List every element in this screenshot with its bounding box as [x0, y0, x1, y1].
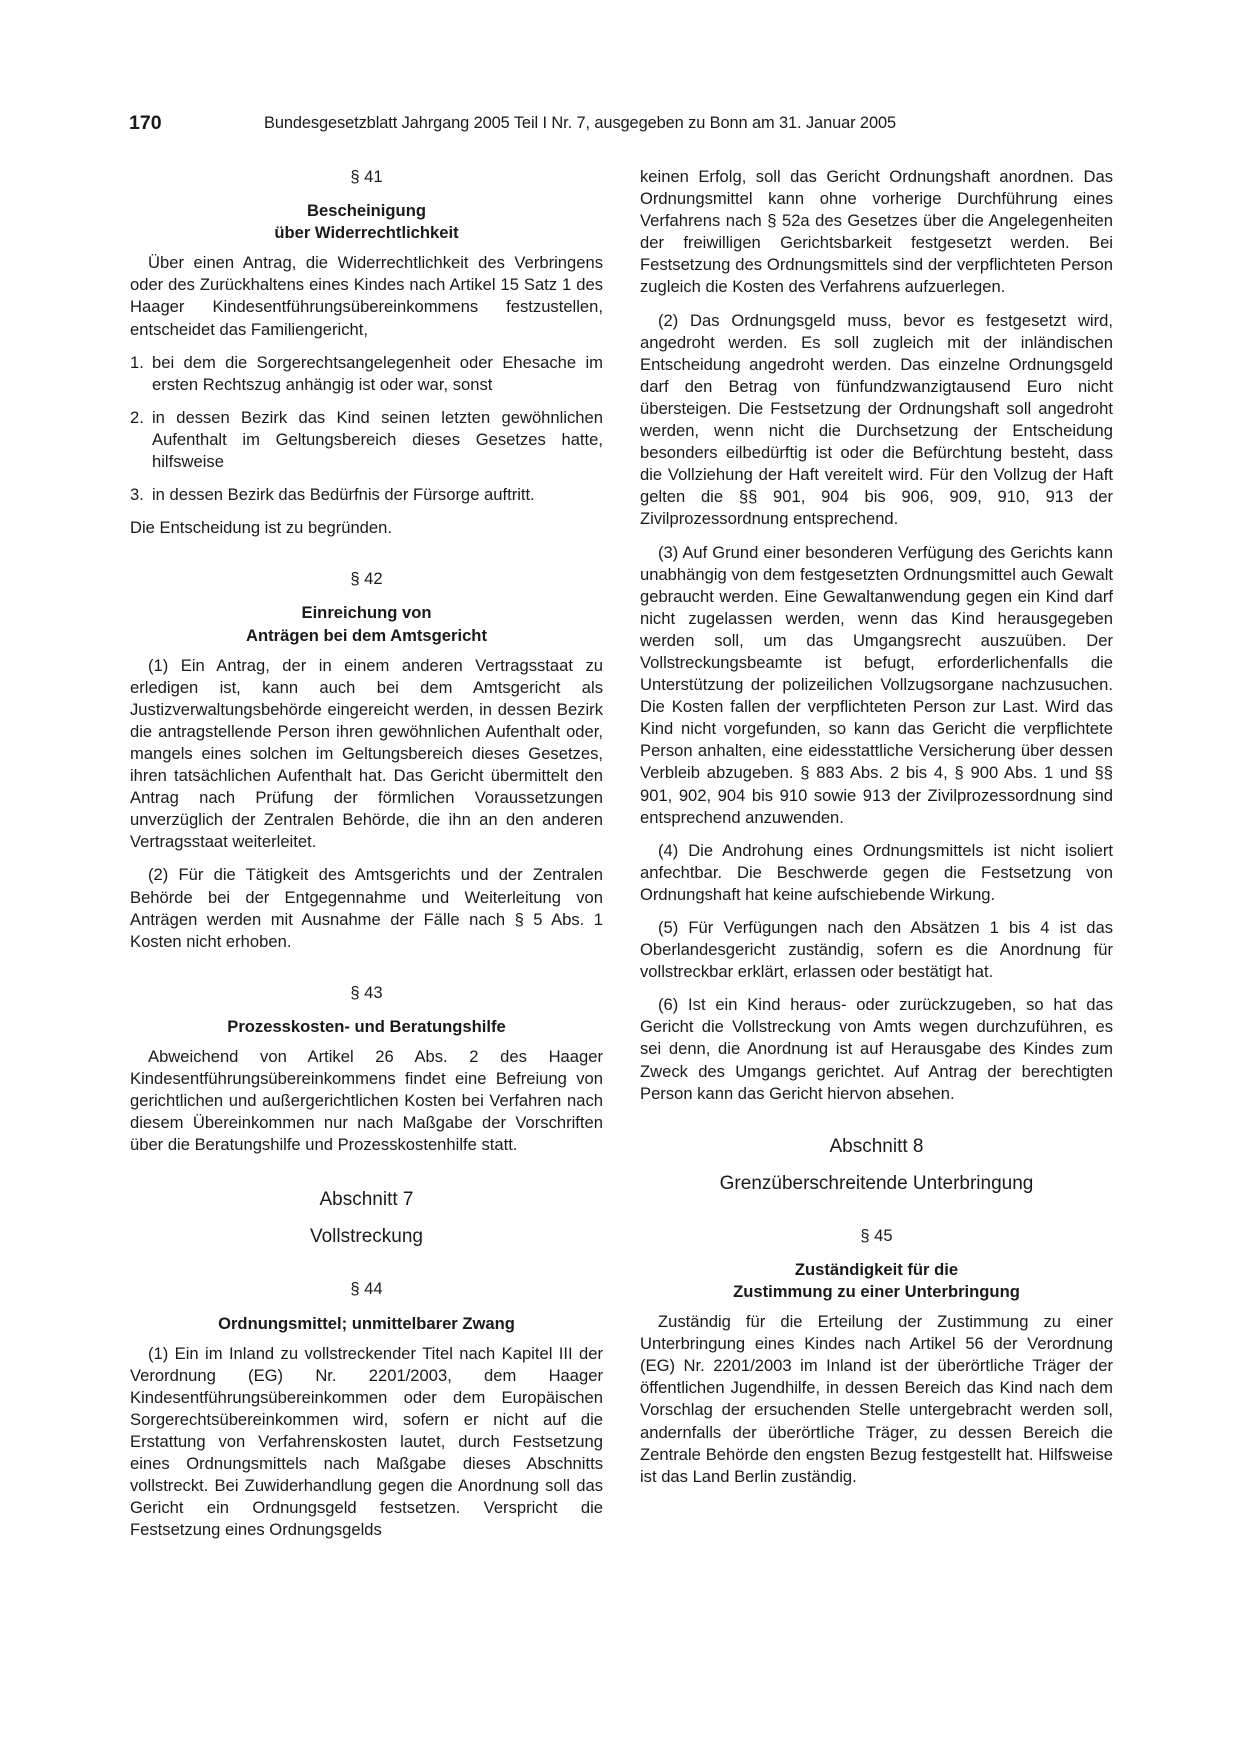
paragraph: Abweichend von Artikel 26 Abs. 2 des Haager Kindesentführungsübereinkommens findet eine Befreiung von gerichtlichen und außergerichtlichen Kosten bei Verfahren nach diesem Übereinkommen nur nach Maßgabe der Vorschriften über die Beratungshilfe und Prozesskostenhilfe statt. [130, 1047, 603, 1155]
section-43 [130, 982, 603, 1157]
section-title-line: Bescheinigung [307, 201, 426, 221]
section-number: § 44 [350, 1279, 383, 1299]
paragraph: (3) Auf Grund einer besonderen Verfügung des Gerichts kann unabhängig von dem festgesetzten Ordnungsmittel auch Gewalt gebraucht werden. Eine Gewaltanwendung gegen ein Kind darf nicht zugelassen werden, wenn das Kind herausgegeben werden soll, um das Umgangsrecht auszuüben. Der Vollstreckungsbeamte ist befugt, erforderlichenfalls die Unterstützung der polizeilichen Vollzugsorgane nachzusuchen. Die Kosten fallen der verpflichteten Person zur Last. Wird das Kind nicht vorgefunden, so kann das Gericht die verpflichtete Person anhalten, eine eidesstattliche Versicherung über dessen Verbleib abzugeben. § 883 Abs. 2 bis 4, § 900 Abs. 1 und §§ 901, 902, 904 bis 910 sowie 913 der Zivilprozessordnung sind entsprechend anzuwenden. [640, 542, 1113, 827]
section-title-line: Zustimmung zu einer Unterbringung [733, 1281, 1020, 1301]
paragraph: (1) Ein im Inland zu vollstreckender Titel nach Kapitel III der Verordnung (EG) Nr. 2201/2003, dem Haager Kindesentführungsübereinkommen oder dem Europäischen Sorgerechtsübereinkommen wird, sofern er nicht auf die Erstattung von Verfahrenskosten lautet, durch Festsetzung eines Ordnungsmittels nach Maßgabe dieses Abschnitts vollstreckt. Bei Zuwiderhandlung gegen die Anordnung soll das Gericht ein Ordnungsgeld festsetzen. Verspricht die Festsetzung eines Ordnungsgelds [130, 1343, 603, 1540]
paragraph: (2) Das Ordnungsgeld muss, bevor es festgesetzt wird, angedroht werden. Es soll zugleich mit der inländischen Entscheidung angedroht werden. Das einzelne Ordnungsgeld darf den Betrag von fünfundzwanzigtausend Euro nicht übersteigen. Die Festsetzung der Ordnungshaft soll angedroht werden, wenn nicht die Durchsetzung der Entscheidung besonders eilbedürftig ist oder die Befürchtung besteht, dass die Vollziehung der Haft vereitelt wird. Für den Vollzug der Haft gelten die §§ 901, 904 bis 906, 909, 910, 913 der Zivilprozessordnung entsprechend. [640, 310, 1113, 529]
paragraph: (5) Für Verfügungen nach den Absätzen 1 bis 4 ist das Oberlandesgericht zuständig, sofern es die Anordnung für vollstreckbar erklärt, erlassen oder bestätigt hat. [640, 918, 1113, 982]
paragraph: Die Entscheidung ist zu begründen. [130, 518, 392, 538]
running-header: Bundesgesetzblatt Jahrgang 2005 Teil I Nr. 7, ausgegeben zu Bonn am 31. Januar 2005 [264, 114, 896, 132]
page-header [129, 112, 994, 138]
section-title-line: Zuständigkeit für die [794, 1259, 959, 1279]
section-number: § 41 [350, 167, 383, 186]
list-number: 3. [130, 485, 144, 505]
section-number: § 42 [350, 569, 383, 589]
paragraph: Zuständig für die Erteilung der Zustimmung zu einer Unterbringung eines Kindes nach Artikel 56 der Verordnung (EG) Nr. 2201/2003 im Inland ist der überörtliche Träger der öffentlichen Jugendhilfe, in dessen Bereich das Kind nach dem Vorschlag der ersuchenden Stelle untergebracht werden soll, andernfalls der überörtliche Träger, zu dessen Bereich die Zentrale Behörde den engsten Bezug festgestellt hat. Hilfsweise ist das Land Berlin zuständig. [640, 1312, 1113, 1486]
paragraph: (4) Die Androhung eines Ordnungsmittels ist nicht isoliert anfechtbar. Die Beschwerde gegen die Festsetzung von Ordnungshaft hat keine aufschiebende Wirkung. [640, 840, 1113, 904]
page-number: 170 [129, 112, 162, 134]
section-41 [130, 166, 603, 539]
paragraph: Über einen Antrag, die Widerrechtlichkeit des Verbringens oder des Zurückhaltens eines Kindes nach Artikel 15 Satz 1 des Haager Kindesentführungsübereinkommens festzustellen, entscheidet das Familiengericht, [130, 253, 603, 339]
chapter-label: Abschnitt 8 [829, 1135, 924, 1157]
abschnitt-8 [640, 1135, 1113, 1196]
list-item [130, 407, 603, 473]
section-title-line: über Widerrechtlichkeit [274, 223, 459, 243]
abschnitt-7 [130, 1188, 603, 1249]
list-number: 1. [130, 352, 144, 372]
list-text: bei dem die Sorgerechtsangelegenheit oder Ehesache im ersten Rechtszug anhängig ist oder war, sonst [152, 352, 603, 394]
section-44-continued [640, 166, 1113, 1105]
section-number: § 43 [350, 982, 383, 1002]
paragraph: keinen Erfolg, soll das Gericht Ordnungshaft anordnen. Das Ordnungsmittel kann ohne vorherige Durchführung eines Verfahrens nach § 52a des Gesetzes über die Angelegenheiten der freiwilligen Gerichtsbarkeit festgesetzt werden. Bei Festsetzung des Ordnungsmittels sind der verpflichteten Person zugleich die Kosten des Verfahrens aufzuerlegen. [640, 167, 1113, 297]
right-column [640, 166, 1113, 1499]
chapter-label: Abschnitt 7 [319, 1189, 414, 1211]
section-title [130, 200, 603, 244]
left-column [130, 166, 603, 1553]
paragraph: (2) Für die Tätigkeit des Amtsgerichts und der Zentralen Behörde bei der Entgegennahme und Weiterleitung von Anträgen werden mit Ausnahme der Fälle nach § 5 Abs. 1 Kosten nicht erhoben. [130, 865, 603, 951]
section-title [130, 602, 603, 646]
section-title: Prozesskosten- und Beratungshilfe [227, 1016, 506, 1036]
section-title-line: Einreichung von [301, 603, 432, 623]
list-text: in dessen Bezirk das Bedürfnis der Fürsorge auftritt. [152, 485, 535, 505]
paragraph: (6) Ist ein Kind heraus- oder zurückzugeben, so hat das Gericht die Vollstreckung von Amts wegen durchzuführen, es sei denn, die Anordnung ist auf Herausgabe des Kindes zum Zweck des Umgangs gerichtet. Auf Antrag der berechtigten Person kann das Gericht hiervon absehen. [640, 995, 1113, 1103]
paragraph: (1) Ein Antrag, der in einem anderen Vertragsstaat zu erledigen ist, kann auch bei dem Amtsgericht als Justizverwaltungsbehörde eingereicht werden, in dessen Bezirk die antragstellende Person ihren gewöhnlichen Aufenthalt oder, mangels eines solchen im Geltungsbereich dieses Gesetzes, ihren tatsächlichen Aufenthalt hat. Das Gericht übermittelt den Antrag nach Prüfung der förmlichen Voraussetzungen unverzüglich der Zentralen Behörde, die ihn an den anderen Vertragsstaat weiterleitet. [130, 655, 603, 852]
section-title-line: Anträgen bei dem Amtsgericht [246, 625, 487, 645]
section-title [640, 1259, 1113, 1303]
section-44 [130, 1278, 603, 1541]
list-item [130, 484, 603, 506]
section-45 [640, 1225, 1113, 1488]
chapter-title: Grenzüberschreitende Unterbringung [719, 1172, 1034, 1194]
section-number: § 45 [860, 1225, 893, 1245]
section-42 [130, 568, 603, 953]
chapter-title: Vollstreckung [309, 1226, 423, 1248]
section-title: Ordnungsmittel; unmittelbarer Zwang [218, 1313, 515, 1333]
list-number: 2. [130, 407, 144, 427]
list-item [130, 352, 603, 396]
list-text: in dessen Bezirk das Kind seinen letzten gewöhnlichen Aufenthalt im Geltungsbereich dieses Gesetzes hatte, hilfsweise [152, 407, 603, 472]
